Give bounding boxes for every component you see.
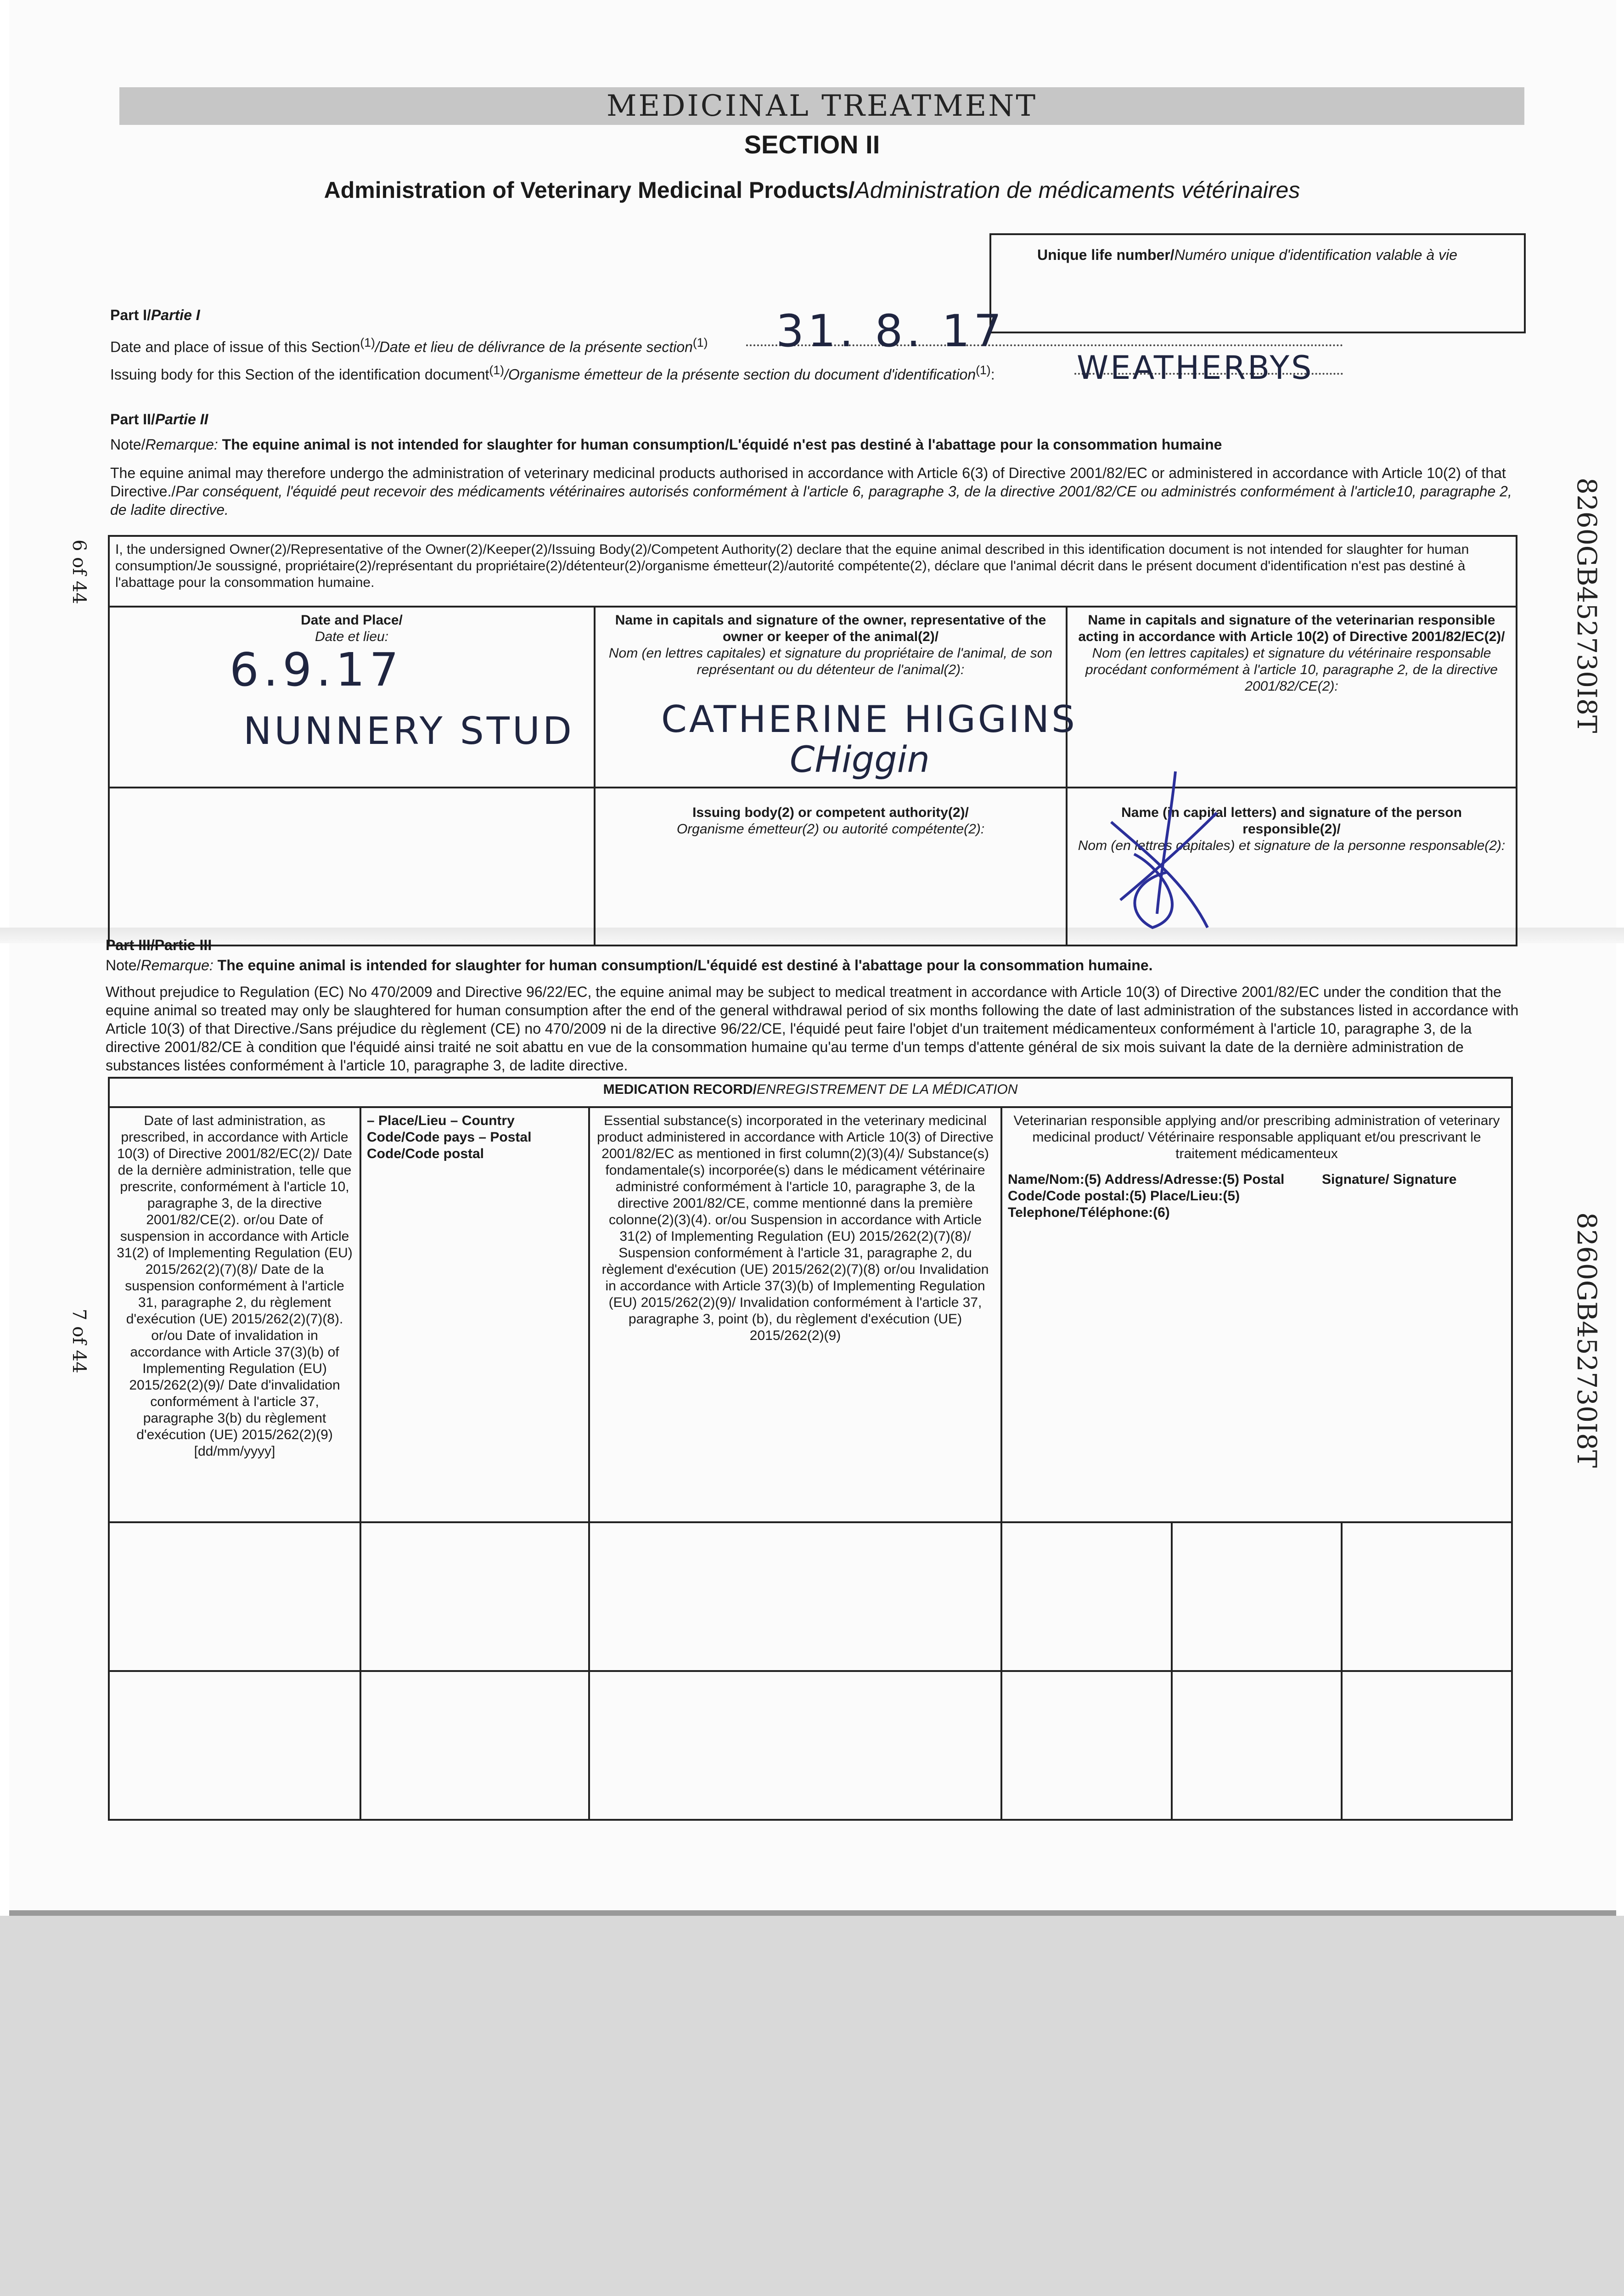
handwritten-place: NUNNERY STUD	[243, 709, 575, 753]
scan-edge	[9, 1910, 1616, 1916]
uln-label	[1037, 247, 1457, 264]
date-place-en: Date and place of issue of this Section	[110, 338, 360, 355]
issue-date-handwritten: 31. 8. 17	[776, 305, 1006, 357]
document-id-bottom: 8260GB452730I8T	[1571, 1212, 1602, 1468]
handwritten-owner-name: CATHERINE HIGGINS	[661, 698, 1077, 741]
record-row-empty	[360, 1671, 589, 1820]
scanner-background	[0, 1916, 1624, 2296]
record-vet-signature: Signature/ Signature	[1322, 1172, 1457, 1187]
empty-cell	[109, 788, 595, 945]
issuing-head-fr: Organisme émetteur(2) ou autorité compétente(2):	[676, 822, 985, 837]
col2-head-fr: Nom (en lettres capitales) et signature du propriétaire de l'animal, de son représentant ou du détenteur de l'animal(2):	[608, 646, 1053, 677]
record-row-empty	[360, 1522, 589, 1671]
part1-label-en: Part I/	[110, 307, 151, 323]
part1-date-place: Date and place of issue of this Section$^{(1)}$/Date et lieu de délivrance de la présente section$^{(1)}$	[110, 336, 708, 355]
vet-name-cell	[1067, 607, 1517, 788]
record-row-empty	[1001, 1522, 1172, 1671]
col1-head-fr: Date et lieu:	[315, 629, 389, 644]
uln-fr: Numéro unique d'identification valable à vie	[1174, 247, 1457, 263]
part3-note-label: Note/	[106, 957, 141, 974]
admin-title	[0, 177, 1624, 203]
col2-head-en: Name in capitals and signature of the owner, representative of the owner or keeper of the animal(2)/	[615, 613, 1046, 644]
part3-label	[106, 936, 212, 954]
part1-label	[110, 306, 200, 324]
record-vet-head: Veterinarian responsible applying and/or prescribing administration of veterinary medicinal product/ Vétérinaire responsable appliquant et/ou prescrivant le traitement médicamenteux	[1013, 1113, 1500, 1161]
part3-label-text: Part III/Partie III	[106, 937, 212, 953]
unique-life-number-box	[989, 233, 1526, 333]
part3-note	[106, 956, 1520, 974]
record-row-empty	[109, 1671, 360, 1820]
medication-record-table	[108, 1077, 1513, 1821]
part2-note	[110, 435, 1515, 454]
col3-head-fr: Nom (en lettres capitales) et signature du vétérinaire responsable procédant conformément à l'article 10, paragraphe 2, de la directive 2001/82/CE(2):	[1085, 646, 1498, 694]
title-fr: Administration de médicaments vétérinaires	[854, 177, 1300, 203]
record-row-empty	[109, 1522, 360, 1671]
col1-head-en: Date and Place/	[301, 613, 403, 628]
part3-note-text: The equine animal is intended for slaughter for human consumption/L'équidé est destiné à l'abattage pour la consommation humaine.	[217, 957, 1153, 974]
part2-note-text: The equine animal is not intended for slaughter for human consumption/L'équidé n'est pas destiné à l'abattage pour la consommation humaine	[222, 436, 1222, 453]
part2-body-fr: Par conséquent, l'équidé peut recevoir des médicaments vétérinaires autorisés conformément à l'article 6, paragraphe 3, de la directive 2001/82/CE ou administrés conformément à l'article10, paragraphe 2, de ladite directive.	[110, 483, 1512, 518]
part2-body	[110, 464, 1524, 519]
issuing-fr: /Organisme émetteur de la présente section du document d'identification	[504, 366, 976, 383]
record-title-fr: ENREGISTREMENT DE LA MÉDICATION	[757, 1082, 1018, 1097]
date-place-cell	[109, 607, 595, 788]
record-col-place: – Place/Lieu – Country Code/Code pays – Postal Code/Code postal	[360, 1107, 589, 1522]
part2-label	[110, 410, 208, 428]
note-label-fr: Remarque:	[145, 436, 218, 453]
record-vet-fields: Name/Nom:(5) Address/Adresse:(5) Postal Code/Code postal:(5) Place/Lieu:(5) Telephone/Téléphone:(6)	[1008, 1172, 1285, 1220]
date-place-fr: /Date et lieu de délivrance de la présente section	[375, 338, 693, 355]
part2-body-en: The equine animal may therefore undergo the administration of veterinary medicinal products authorised in accordance with Article 6(3) of Directive 2001/82/EC or administered in accordance with Article 10(2) of that Directive./	[110, 465, 1506, 500]
record-title-en: MEDICATION RECORD/	[603, 1082, 757, 1097]
part3-note-label-fr: Remarque:	[140, 957, 214, 974]
col3-head-en: Name in capitals and signature of the veterinarian responsible acting in accordance with Article 10(2) of Directive 2001/82/EC(2)/	[1078, 613, 1505, 644]
issuing-en: Issuing body for this Section of the identification document	[110, 366, 489, 383]
uln-en: Unique life number/	[1037, 247, 1174, 263]
note-label: Note/	[110, 436, 146, 453]
person-head-en: Name (in capital letters) and signature of the person responsible(2)/	[1121, 805, 1462, 837]
part2-label-fr: Partie II	[155, 411, 208, 428]
part1-issuing-body: Issuing body for this Section of the identification document$^{(1)}$/Organisme émetteur de la présente section du document d'identification$^{(1)}$:	[110, 363, 995, 383]
record-row-empty	[1172, 1671, 1342, 1820]
part2-label-en: Part II/	[110, 411, 155, 428]
section-title: SECTION II	[744, 130, 880, 159]
handwritten-signature: CHiggin	[790, 739, 930, 781]
record-row-empty	[589, 1522, 1001, 1671]
page-number-top: 6 of 44	[68, 540, 90, 604]
declaration-cell: I, the undersigned Owner(2)/Representative of the Owner(2)/Keeper(2)/Issuing Body(2)/Competent Authority(2) declare that the equine animal described in this identification document is not intended for slaughter for human consumption/Je soussigné, propriétaire(2)/représentant du propriétaire(2)/détenteur(2)/organisme émetteur(2)/autorité compétente(2), déclare que l'animal décrit dans le présent document d'identification n'est pas destiné à l'abattage pour la consommation humaine.	[109, 536, 1517, 607]
document-id-top: 8260GB452730I8T	[1571, 478, 1602, 733]
record-col-vet	[1001, 1107, 1512, 1522]
record-row-empty	[1342, 1671, 1512, 1820]
record-col-substance: Essential substance(s) incorporated in the veterinary medicinal product administered in accordance with Article 10(3) of Directive 2001/82/EC as mentioned in first column(2)(3)(4)/ Substance(s) fondamentale(s) incorporée(s) dans le médicament vétérinaire administré conformément à l'article 10, paragraphe 3, de la directive 2001/82/CE, comme mentionné dans la première colonne(2)(3)(4). or/ou Suspension in accordance with Article 31(2) of Implementing Regulation (EU) 2015/262(2)(7)(8)/ Suspension conformément à l'article 31, paragraphe 2, du règlement d'exécution (UE) 2015/262(2)(7)(8) or/ou Invalidation in accordance with Article 37(3)(b) of Implementing Regulation (EU) 2015/262(2)(9)/ Invalidation conformément à l'article 37, paragraphe 3, point (b), du règlement d'exécution (UE) 2015/262(2)(9)	[589, 1107, 1001, 1522]
issuing-body-cell	[595, 788, 1067, 945]
handwritten-date: 6.9.17	[230, 643, 404, 697]
record-row-empty	[589, 1671, 1001, 1820]
issuing-head-en: Issuing body(2) or competent authority(2)/	[692, 805, 969, 820]
record-row-empty	[1172, 1522, 1342, 1671]
part1-label-fr: Partie I	[151, 307, 200, 323]
part3-body: Without prejudice to Regulation (EC) No 470/2009 and Directive 96/22/EC, the equine animal may be subject to medical treatment in accordance with Article 10(3) of Directive 2001/82/EC under the condition that the equine animal so treated may only be slaughtered for human consumption after the end of the general withdrawal period of six months following the date of last administration of the substances listed in accordance with Article 10(3) of that Directive./Sans préjudice du règlement (CE) no 470/2009 ni de la directive 96/22/CE, l'équidé peut faire l'objet d'un traitement médicamenteux conformément à l'article 10, paragraphe 3, de la directive 2001/82/CE à condition que l'équidé ainsi traité ne soit abattu en vue de la consommation humaine qu'au terme d'un temps d'attente général de six mois suivant la date de la dernière administration de substances listées conformément à l'article 10, paragraphe 3, de ladite directive.	[106, 984, 1519, 1074]
title-en: Administration of Veterinary Medicinal Products/	[324, 177, 855, 203]
record-col-date: Date of last administration, as prescribed, in accordance with Article 10(3) of Directive 2001/82/EC(2)/ Date de la dernière administration, telle que prescrite, conformément à l'article 10, paragraphe 3, de la directive 2001/82/CE(2). or/ou Date of suspension in accordance with Article 31(2) of Implementing Regulation (EU) 2015/262(2)(7)(8)/ Date de la suspension conformément à l'article 31, paragraphe 2, du règlement d'exécution (UE) 2015/262(2)(7)(8). or/ou Date of invalidation in accordance with Article 37(3)(b) of Implementing Regulation (EU) 2015/262(2)(9)/ Date d'invalidation conformément à l'article 37, paragraphe 3(b) du règlement d'exécution (UE) 2015/262(2)(9) [dd/mm/yyyy]	[109, 1107, 360, 1522]
vet-scribble-signature	[1093, 762, 1231, 937]
record-title	[109, 1078, 1512, 1107]
record-row-empty	[1001, 1671, 1172, 1820]
record-row-empty	[1342, 1522, 1512, 1671]
banner-title: MEDICINAL TREATMENT	[119, 87, 1524, 125]
issuing-body-handwritten: WEATHERBYS	[1077, 349, 1314, 387]
page-number-bottom: 7 of 44	[68, 1309, 90, 1373]
person-head-fr: Nom (en lettres capitales) et signature de la personne responsable(2):	[1078, 838, 1506, 853]
